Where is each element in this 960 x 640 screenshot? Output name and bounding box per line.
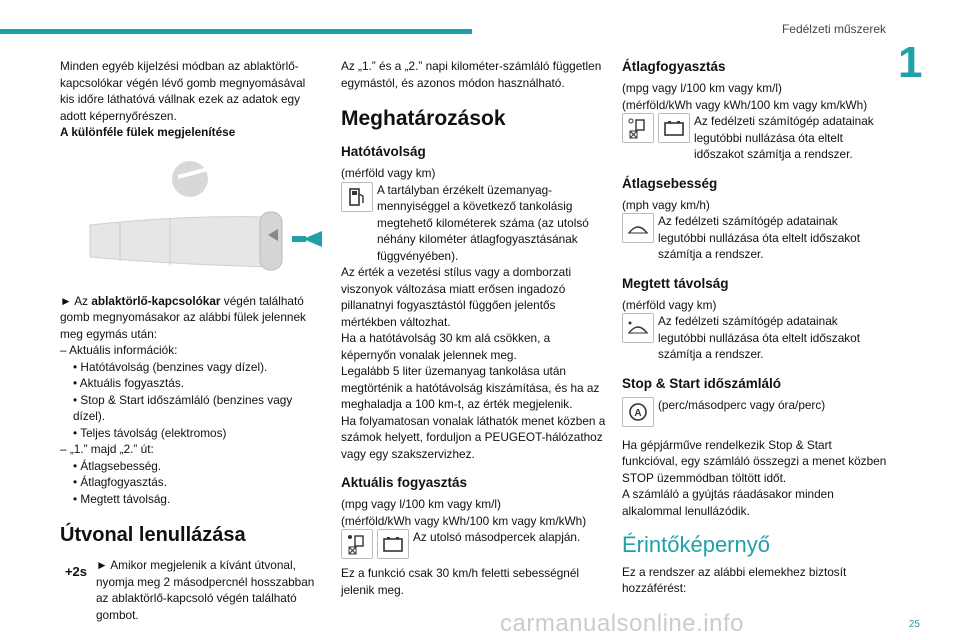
wiper-stalk-illustration: [60, 157, 322, 277]
column-2: [341, 58, 607, 598]
range-p4: Legalább 5 liter üzemanyag tankolása után megtörténik a hatótávolság kiszámítása, és ha az meghaladja a 100 km-t, az érték megjelenik.: [341, 364, 600, 411]
trip-paragraph: Az „1.” és a „2.” napi kilométer-számláló független egymástól, és azonos módon használható.: [341, 59, 602, 90]
avg-consumption-unit-1: (mpg vagy l/100 km vagy km/l): [622, 81, 782, 95]
list-item: • Teljes távolság (elektromos): [73, 425, 322, 442]
reset-text: ► Amikor megjelenik a kívánt útvonal, nyomja meg 2 másodpercnél hosszabban az ablaktörlő-kapcsoló végén található gombot.: [96, 558, 315, 622]
avg-consumption-text: Az fedélzeti számítógép adatainak legutóbbi nullázása óta eltelt időszakot számítja a rendszer.: [694, 114, 874, 161]
stalk-bold: ablaktörlő-kapcsolókar: [91, 293, 221, 308]
list-item: • Hatótávolság (benzines vagy dízel).: [73, 359, 322, 376]
stop-start-p2: A számláló a gyújtás ráadásakor minden alkalommal lenullázódik.: [622, 487, 834, 518]
intro-paragraph: Minden egyéb kijelzési módban az ablaktörlő-kapcsolókar végén lévő gomb megnyomásával kis időre láthatóvá vállnak ezek az adatok egy adott képernyőrészen.: [60, 59, 306, 123]
range-text: A tartályban érzékelt üzemanyag-mennyiséggel a következő tankolásig megtehető kilométerek száma (az utolsó néhány kilométer átlagfogyasztásának függvényében).: [377, 182, 589, 263]
range-p3: Ha a hatótávolság 30 km alá csökken, a képernyőn vonalak jelennek meg.: [341, 331, 551, 362]
stop-start-icon: [622, 397, 654, 427]
touchscreen-text: Ez a rendszer az alábbi elemekhez biztosít hozzáférést:: [622, 564, 847, 595]
watermark: carmanualsonline.info: [500, 610, 744, 637]
consumption-text: Az utolsó másodpercek alapján.: [413, 530, 581, 544]
avg-consumption-unit-2: (mérföld/kWh vagy kWh/100 km vagy km/kWh): [622, 97, 868, 112]
list-item: • Átlagsebesség.: [73, 458, 322, 475]
range-unit: (mérföld vagy km): [341, 166, 436, 180]
trip-dash: – „1.” majd „2.” út:: [60, 442, 154, 456]
svg-text:A: A: [634, 407, 642, 419]
speed-road-icon: [622, 213, 654, 243]
range-p2: Az érték a vezetési stílus vagy a domborzati viszonyok változása miatt erősen ingadozó pillanatnyi fogyasztástól függően jelentős mértékben változhat.: [341, 265, 572, 329]
avg-speed-unit: (mph vagy km/h): [622, 197, 710, 212]
avg-consumption-heading: Átlagfogyasztás: [622, 59, 726, 74]
fuel-consumption-icon: [622, 113, 654, 143]
definitions-heading: Meghatározások: [341, 107, 506, 130]
avg-speed-heading: Átlagsebesség: [622, 175, 718, 191]
range-p5: Ha folyamatosan vonalak láthatók menet közben a számok helyett, forduljon a PEUGEOT-hálózathoz vagy egy szakszervizhez.: [341, 413, 606, 461]
current-info-dash: – Aktuális információk:: [60, 343, 178, 357]
fuel-pump-icon: [341, 182, 373, 212]
touchscreen-heading: Érintőképernyő: [622, 532, 770, 557]
consumption-unit-2: (mérföld/kWh vagy kWh/100 km vagy km/kWh): [341, 513, 587, 528]
list-item: • Átlagfogyasztás.: [73, 474, 322, 491]
press-2s-icon: +2s: [64, 563, 88, 579]
stop-start-p1: Ha gépjárműve rendelkezik Stop & Start funkcióval, egy számláló összegzi a menet közben STOP üzemmódban töltött időt.: [622, 437, 887, 485]
battery-icon: [658, 113, 690, 143]
reset-heading: Útvonal lenullázása: [60, 524, 246, 546]
chapter-number: 1: [898, 38, 923, 87]
tabs-subheading: A különféle fülek megjelenítése: [60, 125, 236, 139]
range-heading: Hatótávolság: [341, 144, 426, 159]
stalk-text: végén található gomb megnyomásakor az alábbi fülek jelennek meg egymás után:: [60, 293, 306, 341]
consumption-p2: Ez a funkció csak 30 km/h feletti sebességnél jelenik meg.: [341, 566, 580, 597]
distance-text: Az fedélzeti számítógép adatainak legutóbbi nullázása óta eltelt időszakot számítja a rendszer.: [658, 314, 860, 361]
distance-road-icon: [622, 313, 654, 343]
list-item: • Aktuális fogyasztás.: [73, 375, 322, 392]
page-number: 25: [908, 619, 920, 630]
battery-icon: [377, 529, 409, 559]
list-item: • Megtett távolság.: [73, 491, 322, 508]
consumption-unit-1: (mpg vagy l/100 km vagy km/l): [341, 497, 501, 511]
avg-speed-text: Az fedélzeti számítógép adatainak legutóbbi nullázása óta eltelt időszakot számítja a rendszer.: [658, 214, 860, 261]
stop-start-unit: (perc/másodperc vagy óra/perc): [658, 397, 826, 412]
list-item: • Stop & Start időszámláló (benzines vagy dízel).: [73, 392, 322, 425]
section-title: Fedélzeti műszerek: [781, 22, 886, 36]
distance-heading: Megtett távolság: [622, 275, 729, 291]
arrow-marker: ► Az: [60, 293, 92, 308]
fuel-consumption-icon: [341, 529, 373, 559]
column-3: [622, 58, 888, 597]
column-1: [60, 58, 322, 623]
stop-start-heading: Stop & Start időszámláló: [622, 375, 782, 391]
header-bar: [0, 29, 472, 34]
consumption-heading: Aktuális fogyasztás: [341, 475, 468, 490]
current-info-list: [60, 359, 322, 442]
trip-list: [60, 458, 322, 508]
distance-unit: (mérföld vagy km): [622, 297, 717, 312]
